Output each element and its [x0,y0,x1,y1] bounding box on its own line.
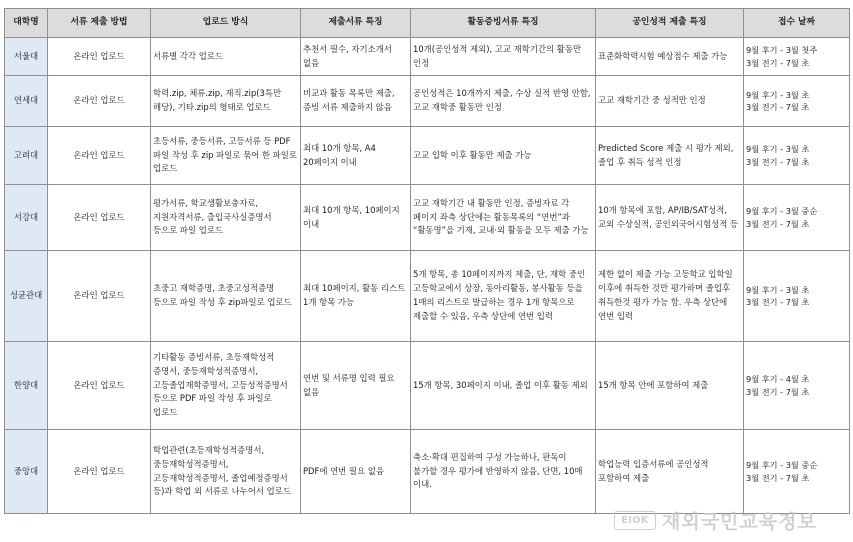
period-fall: 9월 후기 - 3월 중순 [746,206,818,216]
cell-upload: 평가서류, 학교생활보충자료, 지원자격서류, 출입국사실증명서 등으로 파일 업로드 [151,185,301,251]
table-row [5,38,850,76]
cell-scores: 표준화학력시험 예상점수 제출 가능 [596,38,744,76]
period-spring: 3월 전기 - 7월 초 [746,472,810,483]
period-spring: 3월 전기 - 7월 초 [746,156,810,167]
period-spring: 3월 전기 - 7월 초 [746,102,810,112]
cell-university: 성균관대 [5,251,48,342]
header-score-features: 공인성적 제출 특징 [596,9,744,38]
header-application-period: 접수 날짜 [744,9,850,38]
watermark-text: 재외국민교육정보 [662,510,817,533]
period-spring: 3월 전기 - 7월 초 [746,297,810,307]
cell-method: 온라인 업로드 [48,76,151,127]
watermark-logo-icon: EIOK [614,511,656,530]
cell-university: 서울대 [5,38,48,76]
period-fall: 9월 후기 - 3월 중순 [746,460,818,470]
cell-docs: 추천서 필수, 자기소개서 없음 [301,38,411,76]
cell-university: 한양대 [5,342,48,430]
admission-table-sheet [4,8,849,514]
header-upload-method: 업로드 방식 [151,9,301,38]
cell-period [744,127,850,185]
cell-activity: 10개(공인성적 제외), 고교 재학기간의 활동만 인정 [411,38,596,76]
cell-university: 연세대 [5,76,48,127]
cell-scores: 학업능력 입증서류에 공인성적 포함하여 제출 [596,430,744,514]
cell-period [744,251,850,342]
cell-docs: 최대 10개 항목, A4 20페이지 이내 [301,127,411,185]
period-fall: 9월 후기 - 4월 초 [746,374,810,384]
cell-period [744,38,850,76]
table-row [5,185,850,251]
cell-method: 온라인 업로드 [48,342,151,430]
header-submit-method: 서류 제출 방법 [48,9,151,38]
cell-method: 온라인 업로드 [48,127,151,185]
table-row [5,251,850,342]
admission-document-table [4,8,850,514]
cell-docs: 최대 10개 항목, 10페이지 이내 [301,185,411,251]
cell-scores: 제한 없이 제출 가능 고등학교 입학일 이후에 취득한 것만 평가하며 졸업후 취득한것 평가 가능 함. 우측 상단에 연번 입력 [596,251,744,342]
period-fall: 9월 후기 - 3월 초 [746,89,810,100]
cell-period [744,430,850,514]
cell-activity: 축소·확대 편집하여 구성 가능하나, 판독이 불가할 경우 평가에 반영하지 않음, 단면, 10매 이내. [411,430,596,514]
cell-upload: 서류별 각각 업로드 [151,38,301,76]
cell-period [744,76,850,127]
header-university: 대학명 [5,9,48,38]
header-document-features: 제출서류 특징 [301,9,411,38]
period-fall: 9월 후기 - 3월 첫주 [746,45,818,55]
cell-upload: 기타활동 증빙서류, 초등재학성적 증명서, 중등재학성적증명서, 고등졸업재학증명서, 고등성적증명서 등으로 PDF 파일 작성 후 파일로 업로드 [151,342,301,430]
cell-docs: 비교과 활동 목록만 제출, 증빙 서류 제출하지 않음 [301,76,411,127]
cell-docs: 연번 및 서류명 입력 필요 없음 [301,342,411,430]
table-row [5,342,850,430]
table-row [5,127,850,185]
cell-upload: 학업관련(초등재학성적증명서, 중등재학성적증명서, 고등재학성적증명서, 졸업예정증명서 등)과 학업 외 서류로 나누어서 업로드 [151,430,301,514]
cell-method: 온라인 업로드 [48,251,151,342]
cell-activity: 15개 항목, 30페이지 이내, 졸업 이후 활동 제외 [411,342,596,430]
cell-period [744,185,850,251]
table-row [5,76,850,127]
cell-upload: 초등서류, 중등서류, 고등서류 등 PDF 파일 작성 후 zip 파일로 묶어 한 파일로 업로드 [151,127,301,185]
cell-method: 온라인 업로드 [48,185,151,251]
cell-university: 서강대 [5,185,48,251]
cell-period [744,342,850,430]
cell-activity: 고교 재학기간 내 활동만 인정, 증빙자료 각 페이지 좌측 상단에는 활동목록의 “연번”과 “활동명”을 기재, 교내·외 활동을 모두 제출 가능 [411,185,596,251]
cell-scores: 고교 재학기간 중 성적만 인정 [596,76,744,127]
cell-activity: 고교 입학 이후 활동만 제출 가능 [411,127,596,185]
table-row [5,430,850,514]
cell-upload: 초중고 재학증명, 초중고성적증명 등으로 파일 작성 후 zip파일로 업로드 [151,251,301,342]
period-spring: 3월 전기 - 7월 초 [746,57,810,68]
table-header-row [5,9,850,38]
cell-docs: 최대 10페이지, 활동 리스트 1개 항목 가능 [301,251,411,342]
period-spring: 3월 전기 - 7월 초 [746,218,810,229]
cell-method: 온라인 업로드 [48,430,151,514]
cell-university: 고려대 [5,127,48,185]
header-activity-features: 활동증빙서류 특징 [411,9,596,38]
cell-activity: 공인성적은 10개까지 제출, 수상 실적 반영 안함, 고교 재학중 활동만 인정 [411,76,596,127]
cell-scores: 15개 항목 안에 포함하여 제출 [596,342,744,430]
watermark [614,508,817,532]
cell-scores: Predicted Score 제출 시 평가 제외, 졸업 후 취득 성적 인정 [596,127,744,185]
cell-docs: PDF에 연번 필요 없음 [301,430,411,514]
cell-activity: 5개 항목, 총 10페이지까지 제출, 단, 재학 중인 고등학교에서 상장, 동아리활동, 봉사활동 등을 1매의 리스트로 발급하는 경우 1개 항목으로 제출할 수 있음, 우측 상단에 연번 입력 [411,251,596,342]
period-fall: 9월 후기 - 3월 초 [746,144,810,154]
cell-method: 온라인 업로드 [48,38,151,76]
cell-scores: 10개 항목에 포함, AP/IB/SAT성적, 교외 수상실적, 공인외국어시험성적 등 [596,185,744,251]
cell-university: 중앙대 [5,430,48,514]
period-spring: 3월 전기 - 7월 초 [746,386,810,397]
period-fall: 9월 후기 - 3월 초 [746,284,810,295]
cell-upload: 학력.zip, 체류.zip, 재직.zip(3특만 해당), 기타.zip의 형태로 업로드 [151,76,301,127]
